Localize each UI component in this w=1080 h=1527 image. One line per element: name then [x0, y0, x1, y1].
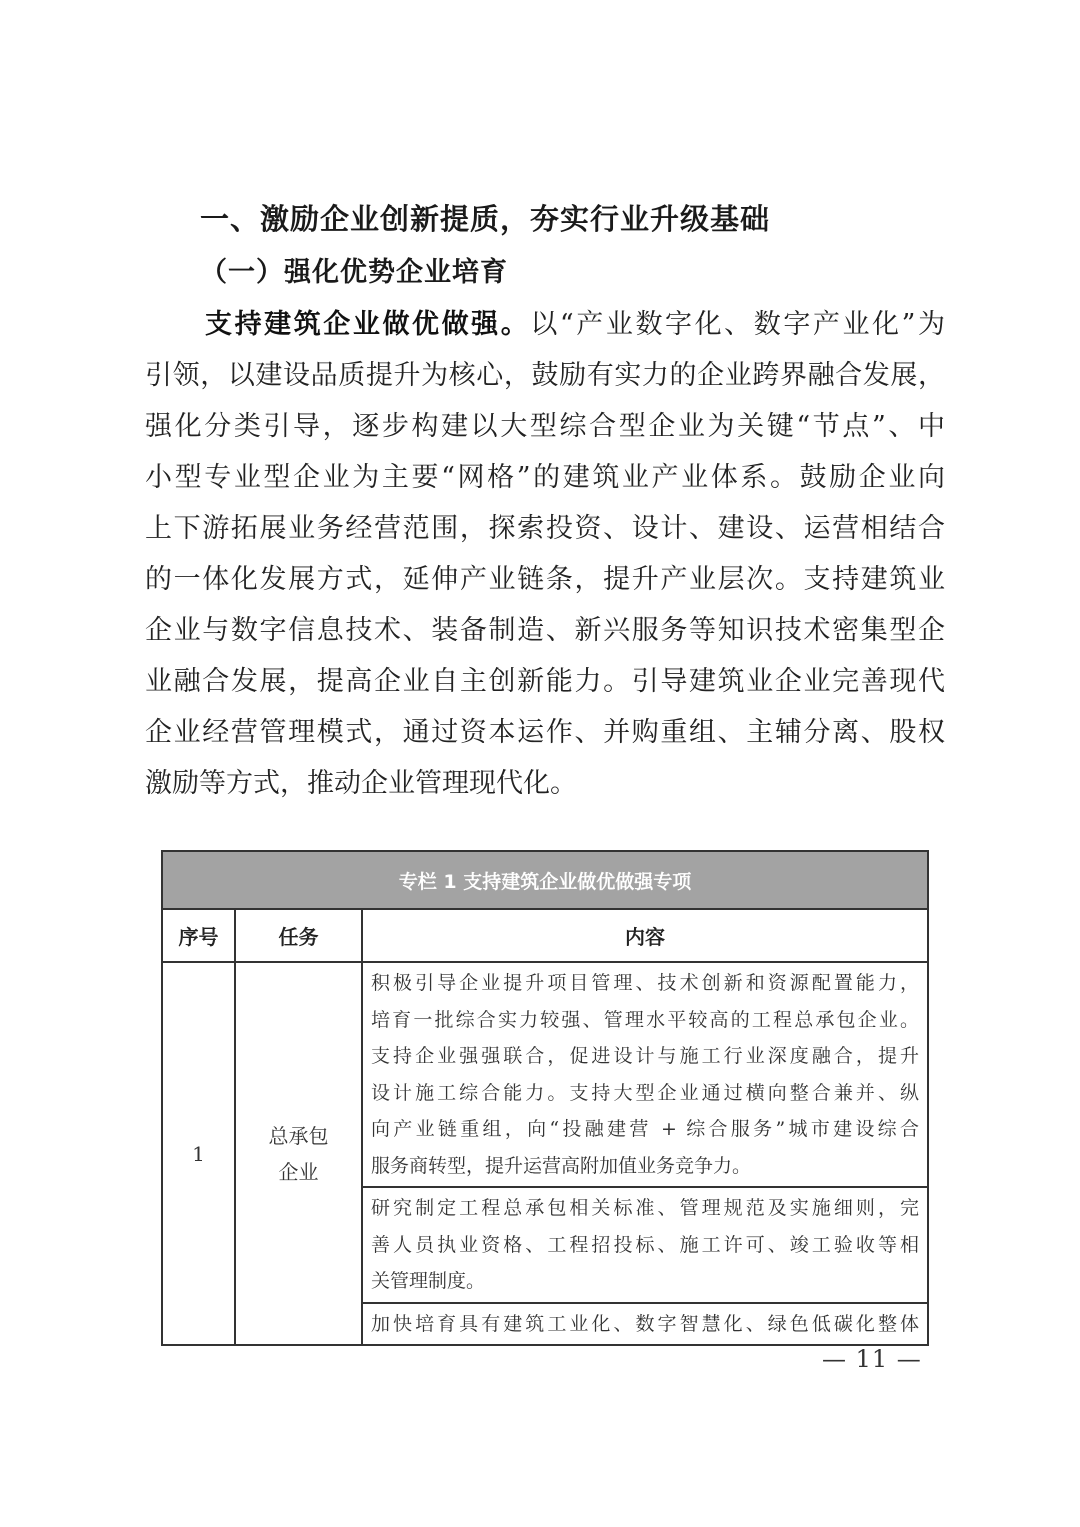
- row-task: 总承包 企业: [235, 962, 362, 1345]
- paragraph-line: 企业经营管理模式，通过资本运作、并购重组、主辅分离、股权: [145, 717, 945, 748]
- paragraph-line: 的一体化发展方式，延伸产业链条，提升产业层次。支持建筑业: [145, 564, 945, 595]
- paragraph-line: 企业与数字信息技术、装备制造、新兴服务等知识技术密集型企: [145, 615, 945, 646]
- paragraph-line: 上下游拓展业务经营范围，探索投资、设计、建设、运营相结合: [145, 513, 945, 544]
- column-header-content: 内容: [362, 909, 928, 962]
- page-number: — 11 —: [822, 1345, 922, 1373]
- paragraph-line: 小型专业型企业为主要“网格”的建筑业产业体系。鼓励企业向: [145, 462, 945, 493]
- row-number: 1: [162, 962, 235, 1345]
- paragraph-lead: 支持建筑企业做优做强。: [205, 309, 531, 340]
- paragraph-line: 引领，以建设品质提升为核心，鼓励有实力的企业跨界融合发展，: [145, 360, 945, 391]
- paragraph-line: 支持建筑企业做优做强。以“产业数字化、数字产业化”为: [205, 309, 946, 340]
- content-cell: 研究制定工程总承包相关标准、管理规范及实施细则，完 善人员执业资格、工程招投标、施工许可、竣工验收等相 关管理制度。: [362, 1187, 928, 1303]
- content-cell: 积极引导企业提升项目管理、技术创新和资源配置能力， 培育一批综合实力较强、管理水平较高的工程总承包企业。 支持企业强强联合，促进设计与施工行业深度融合，提升 设计施工综合能力。支持大型企业通过横向整合兼并、纵 向产业链重组，向“投融建营 + 综合服务”城市建设综合 服务商转型，提升运营高附加值业务竞争力。: [362, 962, 928, 1187]
- table-row: [162, 962, 928, 1187]
- paragraph-line: 激励等方式，推动企业管理现代化。: [145, 768, 577, 799]
- subsection-heading: （一）强化优势企业培育: [200, 257, 508, 288]
- body-paragraph: [145, 299, 945, 809]
- paragraph-line: 强化分类引导，逐步构建以大型综合型企业为关键“节点”、中: [145, 411, 945, 442]
- column-header-task: 任务: [235, 909, 362, 962]
- paragraph-line: 业融合发展，提高企业自主创新能力。引导建筑业企业完善现代: [145, 666, 945, 697]
- section-heading: 一、激励企业创新提质，夯实行业升级基础: [200, 202, 771, 236]
- feature-box-table: [161, 850, 929, 1346]
- content-cell: 加快培育具有建筑工业化、数字智慧化、绿色低碳化整体: [362, 1303, 928, 1346]
- table-title: 专栏 1 支持建筑企业做优做强专项: [162, 851, 928, 909]
- column-header-no: 序号: [162, 909, 235, 962]
